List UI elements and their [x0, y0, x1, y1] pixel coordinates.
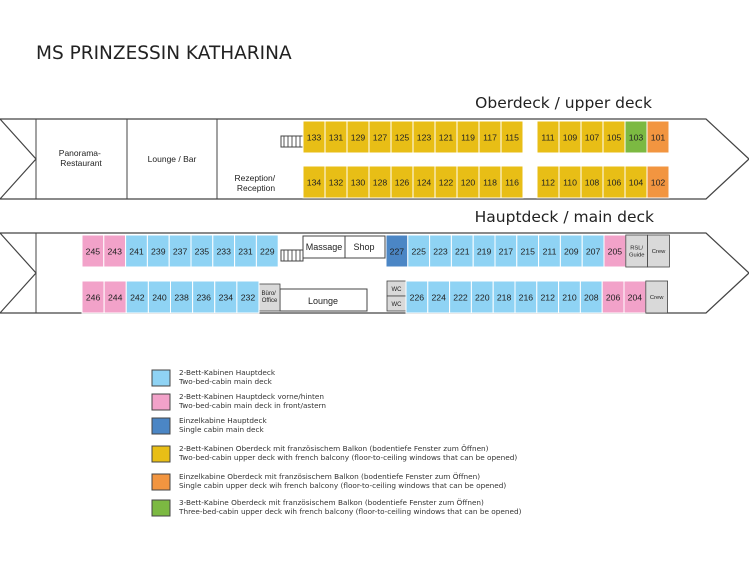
legend	[152, 368, 522, 516]
cabin-number: 206	[605, 292, 621, 303]
upper-deck-heading: Oberdeck / upper deck	[475, 94, 652, 112]
cabin-232[interactable]	[237, 281, 259, 313]
office-label: Büro/ Office	[261, 291, 278, 304]
rsl-guide-room-label: Guide	[628, 252, 645, 259]
cabin-number: 129	[350, 132, 366, 143]
cabin-132[interactable]	[325, 166, 347, 198]
cabin-number: 217	[498, 246, 514, 257]
cabin-239[interactable]	[147, 235, 169, 267]
cabin-109[interactable]	[559, 121, 581, 153]
cabin-116[interactable]	[501, 166, 523, 198]
legend-label-de: 2-Bett-Kabinen Hauptdeck	[179, 368, 276, 377]
legend-label-en: Two-bed-cabin upper deck with french balcony (floor-to-ceiling windows that can be opened)	[179, 453, 518, 462]
cabin-243[interactable]	[104, 235, 126, 267]
cabin-133[interactable]	[303, 121, 325, 153]
cabin-number: 108	[584, 177, 600, 188]
lounge-label: Lounge	[307, 296, 339, 306]
cabin-number: 211	[542, 246, 557, 257]
cabin-121[interactable]	[435, 121, 457, 153]
cabin-128[interactable]	[369, 166, 391, 198]
cabin-220[interactable]	[471, 281, 493, 313]
legend-item-single-upper	[152, 472, 506, 490]
cabin-207[interactable]	[582, 235, 604, 267]
cabin-number: 223	[433, 246, 448, 257]
cabin-225[interactable]	[408, 235, 430, 267]
cabin-number: 119	[461, 132, 475, 143]
legend-label-de: 2-Bett-Kabinen Oberdeck mit französischem Balkon (bodentiefe Fenster zum Öffnen)	[179, 444, 489, 453]
cabin-117[interactable]	[479, 121, 501, 153]
cabin-number: 102	[650, 177, 666, 188]
rsl-guide-room	[626, 235, 648, 267]
cabin-number: 126	[394, 177, 410, 188]
cabin-number: 110	[563, 177, 577, 188]
cabin-112[interactable]	[537, 166, 559, 198]
cabin-number: 220	[475, 292, 490, 303]
cabin-244[interactable]	[104, 281, 126, 313]
upper-stairs-icon	[281, 136, 303, 147]
cabin-number: 236	[196, 292, 211, 303]
reception-label: Rezeption/ Reception	[234, 173, 276, 193]
cabin-217[interactable]	[495, 235, 517, 267]
cabin-number: 204	[627, 292, 643, 303]
cabin-205[interactable]	[604, 235, 626, 267]
page-title: MS PRINZESSIN KATHARINA	[36, 43, 292, 64]
cabin-number: 103	[628, 132, 644, 143]
cabin-number: 116	[505, 177, 519, 188]
cabin-number: 208	[584, 292, 599, 303]
cabin-number: 131	[328, 132, 344, 143]
upper-deck-cabin-row-bottom	[303, 166, 669, 198]
cabin-number: 210	[562, 292, 577, 303]
legend-label-en: Two-bed-cabin main deck	[179, 377, 272, 386]
cabin-number: 128	[372, 177, 388, 188]
cabin-119[interactable]	[457, 121, 479, 153]
cabin-number: 225	[411, 246, 426, 257]
cabin-118[interactable]	[479, 166, 501, 198]
cabin-123[interactable]	[413, 121, 435, 153]
cabin-number: 107	[584, 132, 600, 143]
cabin-number: 123	[416, 132, 432, 143]
cabin-number: 227	[389, 246, 405, 257]
legend-label-de: Einzelkabine Oberdeck mit französischem Balkon (bodentiefe Fenster zum Öffnen)	[179, 472, 481, 481]
cabin-number: 238	[174, 292, 189, 303]
legend-item-two-bed-main-end	[152, 392, 326, 410]
cabin-number: 111	[541, 132, 555, 143]
cabin-224[interactable]	[428, 281, 450, 313]
cabin-number: 243	[107, 246, 122, 257]
legend-label-en: Single cabin main deck	[179, 425, 264, 434]
cabin-number: 130	[350, 177, 366, 188]
cabin-number: 104	[628, 177, 644, 188]
cabin-number: 101	[650, 132, 666, 143]
wc-bottom	[387, 296, 406, 311]
cabin-209[interactable]	[560, 235, 582, 267]
cabin-number: 233	[216, 246, 231, 257]
cabin-number: 122	[438, 177, 454, 188]
cabin-246[interactable]	[82, 281, 104, 313]
cabin-number: 121	[438, 132, 454, 143]
legend-label-en: Two-bed-cabin main deck in front/astern	[179, 401, 327, 410]
cabin-number: 112	[541, 177, 555, 188]
crew-room-top	[648, 235, 670, 267]
main-stairs-icon	[281, 250, 303, 261]
legend-label-en: Single cabin upper deck wih french balcony (floor-to-ceiling windows that can be opened)	[179, 481, 507, 490]
cabin-number: 232	[240, 292, 256, 303]
cabin-222[interactable]	[450, 281, 472, 313]
cabin-number: 207	[585, 246, 601, 257]
cabin-238[interactable]	[171, 281, 193, 313]
legend-label-de: 2-Bett-Kabinen Hauptdeck vorne/hinten	[179, 392, 324, 401]
cabin-number: 109	[562, 132, 578, 143]
cabin-number: 216	[518, 292, 534, 303]
cabin-124[interactable]	[413, 166, 435, 198]
cabin-106[interactable]	[603, 166, 625, 198]
cabin-130[interactable]	[347, 166, 369, 198]
cabin-122[interactable]	[435, 166, 457, 198]
cabin-number: 239	[151, 246, 166, 257]
legend-swatch	[152, 446, 170, 462]
cabin-number: 215	[520, 246, 535, 257]
cabin-number: 240	[152, 292, 167, 303]
crew-room-bottom	[646, 281, 668, 313]
cabin-108[interactable]	[581, 166, 603, 198]
legend-item-two-bed-upper	[152, 444, 517, 462]
cabin-number: 237	[172, 246, 188, 257]
massage-room	[303, 236, 345, 258]
cabin-134[interactable]	[303, 166, 325, 198]
cabin-110[interactable]	[559, 166, 581, 198]
cabin-number: 235	[194, 246, 210, 257]
office-room	[259, 284, 280, 311]
legend-label-de: 3-Bett-Kabine Oberdeck mit französischem Balkon (bodentiefe Fenster zum Öffnen)	[179, 498, 484, 507]
cabin-number: 226	[409, 292, 425, 303]
upper-deck-cabin-row-top	[303, 121, 669, 153]
shop-room	[345, 236, 385, 258]
cabin-107[interactable]	[581, 121, 603, 153]
wc-top	[387, 281, 406, 296]
panorama-restaurant-label: Panorama- Restaurant	[58, 148, 102, 168]
cabin-231[interactable]	[235, 235, 257, 267]
cabin-236[interactable]	[193, 281, 215, 313]
cabin-number: 205	[607, 246, 623, 257]
cabin-245[interactable]	[82, 235, 104, 267]
cabin-105[interactable]	[603, 121, 625, 153]
cabin-115[interactable]	[501, 121, 523, 153]
cabin-number: 106	[606, 177, 622, 188]
cabin-number: 134	[306, 177, 322, 188]
cabin-233[interactable]	[213, 235, 235, 267]
cabin-number: 221	[455, 246, 470, 257]
cabin-237[interactable]	[169, 235, 191, 267]
cabin-104[interactable]	[625, 166, 647, 198]
legend-swatch	[152, 418, 170, 434]
legend-item-three-bed-upper	[152, 498, 522, 516]
cabin-number: 133	[306, 132, 322, 143]
legend-swatch	[152, 370, 170, 386]
cabin-111[interactable]	[537, 121, 559, 153]
legend-swatch	[152, 394, 170, 410]
legend-swatch	[152, 474, 170, 490]
crew-room-bottom-label: Crew	[649, 295, 664, 301]
legend-swatch	[152, 500, 170, 516]
cabin-number: 231	[238, 246, 253, 257]
cabin-102[interactable]	[647, 166, 669, 198]
rsl-guide-room-label: RSL/	[630, 245, 644, 252]
cabin-126[interactable]	[391, 166, 413, 198]
cabin-number: 212	[540, 292, 555, 303]
cabin-number: 120	[460, 177, 476, 188]
cabin-number: 209	[564, 246, 579, 257]
cabin-235[interactable]	[191, 235, 213, 267]
cabin-number: 244	[107, 292, 123, 303]
svg-text:WC: WC	[391, 287, 402, 293]
cabin-210[interactable]	[559, 281, 581, 313]
cabin-240[interactable]	[148, 281, 170, 313]
cabin-number: 124	[416, 177, 432, 188]
cabin-227[interactable]	[386, 235, 408, 267]
lounge-room	[280, 289, 367, 311]
cabin-number: 242	[130, 292, 145, 303]
cabin-120[interactable]	[457, 166, 479, 198]
crew-room-top-label: Crew	[651, 249, 666, 255]
cabin-number: 118	[483, 177, 497, 188]
cabin-number: 241	[129, 246, 144, 257]
cabin-221[interactable]	[451, 235, 473, 267]
cabin-218[interactable]	[493, 281, 515, 313]
legend-label-de: Einzelkabine Hauptdeck	[179, 416, 267, 425]
svg-text:WC: WC	[391, 302, 402, 308]
cabin-211[interactable]	[539, 235, 561, 267]
cabin-216[interactable]	[515, 281, 537, 313]
cabin-101[interactable]	[647, 121, 669, 153]
cabin-number: 229	[260, 246, 275, 257]
massage-label: Massage	[305, 242, 343, 252]
cabin-103[interactable]	[625, 121, 647, 153]
cabin-number: 234	[218, 292, 234, 303]
legend-label-en: Three-bed-cabin upper deck wih french balcony (floor-to-ceiling windows that can be opened)	[179, 507, 522, 516]
cabin-129[interactable]	[347, 121, 369, 153]
cabin-208[interactable]	[580, 281, 602, 313]
cabin-number: 219	[476, 246, 492, 257]
cabin-number: 218	[496, 292, 512, 303]
cabin-229[interactable]	[256, 235, 278, 267]
cabin-131[interactable]	[325, 121, 347, 153]
cabin-206[interactable]	[602, 281, 624, 313]
cabin-number: 105	[606, 132, 622, 143]
legend-item-single-main	[152, 416, 267, 434]
cabin-204[interactable]	[624, 281, 646, 313]
cabin-212[interactable]	[537, 281, 559, 313]
cabin-125[interactable]	[391, 121, 413, 153]
cabin-226[interactable]	[406, 281, 428, 313]
cabin-number: 117	[483, 132, 497, 143]
cabin-215[interactable]	[517, 235, 539, 267]
cabin-number: 125	[394, 132, 410, 143]
shop-label: Shop	[353, 242, 375, 252]
cabin-127[interactable]	[369, 121, 391, 153]
cabin-234[interactable]	[215, 281, 237, 313]
cabin-242[interactable]	[126, 281, 148, 313]
lounge-bar-label: Lounge / Bar	[147, 154, 197, 164]
cabin-223[interactable]	[430, 235, 452, 267]
legend-item-two-bed-main	[152, 368, 276, 386]
cabin-219[interactable]	[473, 235, 495, 267]
main-deck-heading: Hauptdeck / main deck	[474, 208, 654, 226]
cabin-number: 222	[453, 292, 468, 303]
cabin-number: 245	[85, 246, 101, 257]
cabin-number: 115	[505, 132, 519, 143]
cabin-number: 132	[328, 177, 344, 188]
cabin-number: 246	[85, 292, 101, 303]
cabin-241[interactable]	[126, 235, 148, 267]
cabin-number: 127	[372, 132, 388, 143]
cabin-number: 224	[431, 292, 446, 303]
